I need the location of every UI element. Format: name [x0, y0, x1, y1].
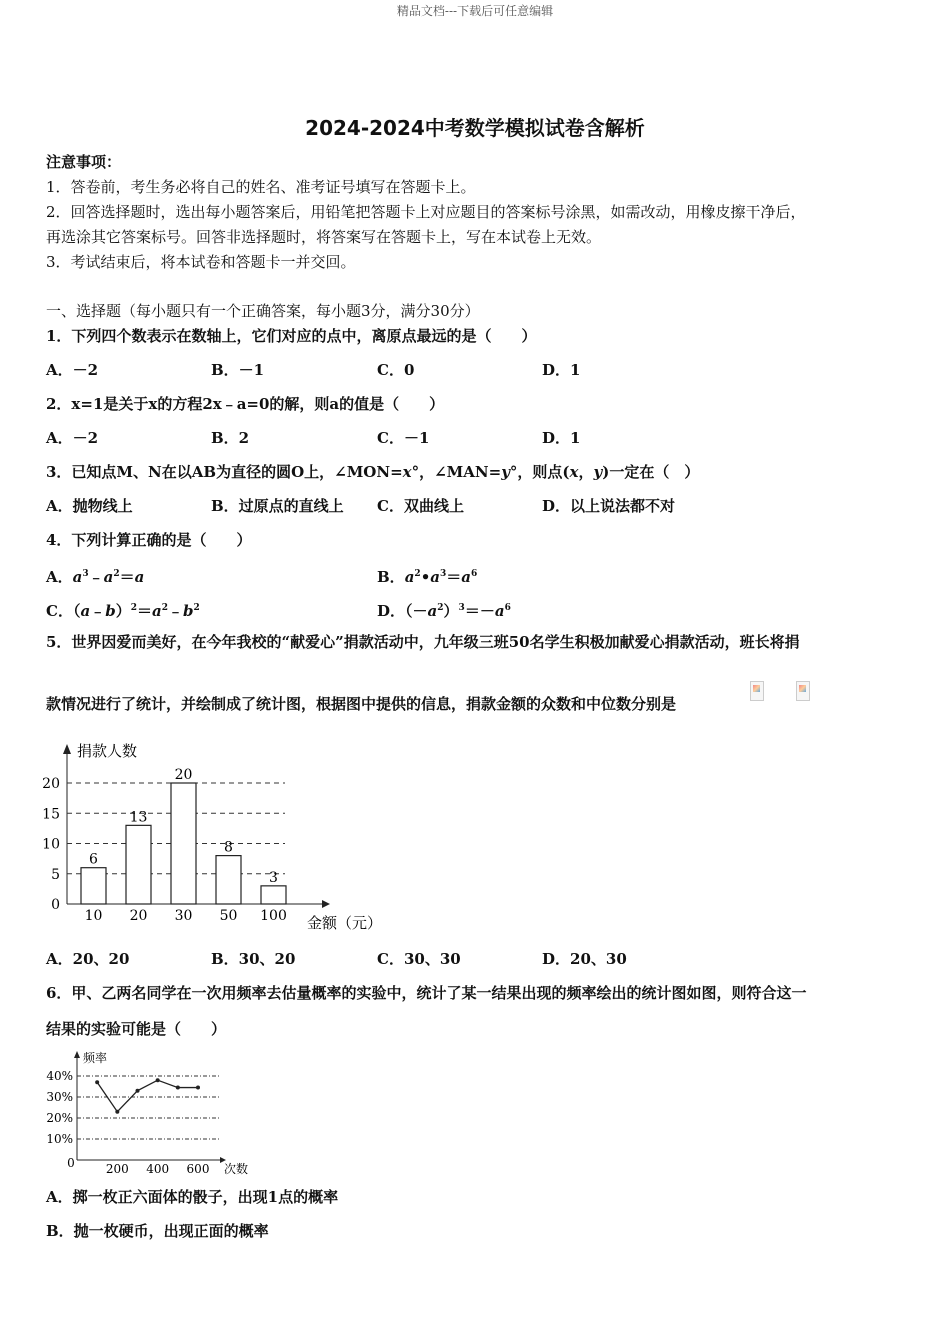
notice-heading: 注意事项： — [46, 153, 122, 171]
bar-value-label: 13 — [129, 809, 148, 826]
x-axis-label: 金额（元） — [307, 914, 383, 932]
bar-value-label: 20 — [174, 767, 193, 783]
y-axis-arrow — [74, 1051, 80, 1058]
q2-option-b[interactable]: B．2 — [211, 429, 250, 447]
q3-option-d[interactable]: D．以上说法都不对 — [542, 497, 676, 515]
data-point — [115, 1110, 119, 1114]
x-tick-label: 10 — [84, 908, 103, 924]
y-tick-label: 20 — [42, 776, 60, 792]
q5-option-c[interactable]: C．30、30 — [377, 950, 461, 968]
q5-option-b[interactable]: B．30、20 — [211, 950, 296, 968]
y-tick-label: 10% — [46, 1132, 73, 1146]
q3-stem: 3．已知点M、N在以AB为直径的圆O上，∠MON=x°，∠MAN=y°，则点(x，y)一定在（ ） — [46, 463, 700, 481]
bar — [261, 886, 286, 904]
line-chart — [40, 1046, 270, 1178]
q2-option-c[interactable]: C．－1 — [377, 429, 430, 447]
x-tick-label: 30 — [174, 908, 193, 924]
bar-value-label: 3 — [269, 869, 278, 886]
q1-option-c[interactable]: C．0 — [377, 361, 415, 379]
q4-option-d[interactable]: D．$(-a^2)^3=-a^6$ — [377, 602, 511, 620]
q5-option-d[interactable]: D．20、30 — [542, 950, 627, 968]
q4-stem: 4．下列计算正确的是（ ） — [46, 531, 252, 549]
q4-option-b[interactable]: B．$a^2•a^3=a^6$ — [377, 568, 478, 586]
y-tick-label: 10 — [42, 836, 60, 853]
notice-item: 2．回答选择题时，选出每小题答案后，用铅笔把答题卡上对应题目的答案标号涂黑，如需改动，用橡皮擦干净后， — [46, 203, 806, 221]
q3-option-b[interactable]: B．过原点的直线上 — [211, 497, 344, 515]
data-point — [136, 1089, 140, 1093]
bar — [81, 868, 106, 904]
section-heading: 一、选择题（每小题只有一个正确答案，每小题3分，满分30分） — [46, 302, 480, 320]
page-title: 2024-2024中考数学模拟试卷含解析 — [305, 116, 645, 140]
q2-option-d[interactable]: D．1 — [542, 429, 581, 447]
y-tick-label: 40% — [46, 1069, 73, 1083]
x-tick-label: 50 — [219, 908, 238, 924]
notice-item: 3．考试结束后，将本试卷和答题卡一并交回。 — [46, 253, 356, 271]
y-axis-arrow — [63, 744, 71, 754]
q2-option-a[interactable]: A．－2 — [46, 429, 99, 447]
x-tick-label: 400 — [146, 1162, 170, 1176]
q5-stem-line2: 款情况进行了统计，并绘制成了统计图，根据图中提供的信息，捐款金额的众数和中位数分别是 — [46, 695, 677, 713]
data-point — [156, 1078, 160, 1082]
y-axis-label: 频率 — [83, 1051, 108, 1065]
x-axis-arrow — [322, 900, 330, 908]
data-point — [95, 1080, 99, 1084]
y-tick-label: 0 — [51, 897, 60, 913]
broken-image-icon — [750, 681, 764, 701]
x-tick-label: 200 — [105, 1162, 129, 1176]
y-tick-label: 15 — [42, 806, 60, 823]
q6-option-a[interactable]: A．掷一枚正六面体的骰子，出现1点的概率 — [46, 1188, 339, 1206]
x-tick-label: 20 — [129, 908, 148, 924]
q5-stem-line1: 5．世界因爱而美好，在今年我校的“献爱心”捐款活动中，九年级三班50名学生积极加献爱心捐款活动，班长将捐 — [46, 633, 800, 651]
y-tick-label: 5 — [51, 866, 60, 883]
bar — [171, 783, 196, 904]
q5-option-a[interactable]: A．20、20 — [46, 950, 130, 968]
x-tick-label: 100 — [260, 908, 287, 924]
q3-option-a[interactable]: A．抛物线上 — [46, 497, 133, 515]
x-tick-label: 600 — [186, 1162, 210, 1176]
y-tick-label: 30% — [46, 1090, 73, 1104]
bar-value-label: 6 — [89, 851, 98, 868]
bar-chart — [40, 736, 400, 936]
q6-stem-line1: 6．甲、乙两名同学在一次用频率去估量概率的实验中，统计了某一结果出现的频率绘出的统计图如图，则符合这一 — [46, 984, 807, 1002]
data-point — [176, 1086, 180, 1090]
q4-option-c[interactable]: C．$(a﹣b)^2=a^2﹣b^2$ — [46, 602, 200, 620]
notice-item: 1．答卷前，考生务必将自己的姓名、准考证号填写在答题卡上。 — [46, 178, 476, 196]
bar — [216, 856, 241, 904]
x-axis-label: 次数 — [224, 1162, 249, 1176]
q4-option-a[interactable]: A．$a^3﹣a^2=a$ — [46, 568, 145, 586]
data-point — [196, 1086, 200, 1090]
q1-option-a[interactable]: A．－2 — [46, 361, 99, 379]
notice-item: 再选涂其它答案标号。回答非选择题时，将答案写在答题卡上，写在本试卷上无效。 — [46, 228, 602, 246]
x-tick-label: 0 — [67, 1156, 75, 1170]
q2-stem: 2．x=1是关于x的方程2x﹣a=0的解，则a的值是（ ） — [46, 395, 445, 413]
q1-option-b[interactable]: B．－1 — [211, 361, 265, 379]
q1-option-d[interactable]: D．1 — [542, 361, 581, 379]
y-axis-label: 捐款人数 — [77, 742, 138, 760]
q6-option-b[interactable]: B．抛一枚硬币，出现正面的概率 — [46, 1222, 269, 1240]
q1-stem: 1．下列四个数表示在数轴上，它们对应的点中，离原点最远的是（ ） — [46, 327, 537, 345]
q6-stem-line2: 结果的实验可能是（ ） — [46, 1020, 227, 1038]
page-header: 精品文档---下载后可任意编辑 — [396, 4, 554, 18]
y-tick-label: 20% — [46, 1111, 73, 1125]
q3-option-c[interactable]: C．双曲线上 — [377, 497, 464, 515]
series-line — [97, 1080, 198, 1112]
broken-image-icon — [796, 681, 810, 701]
bar-value-label: 8 — [224, 839, 233, 856]
bar — [126, 825, 151, 904]
